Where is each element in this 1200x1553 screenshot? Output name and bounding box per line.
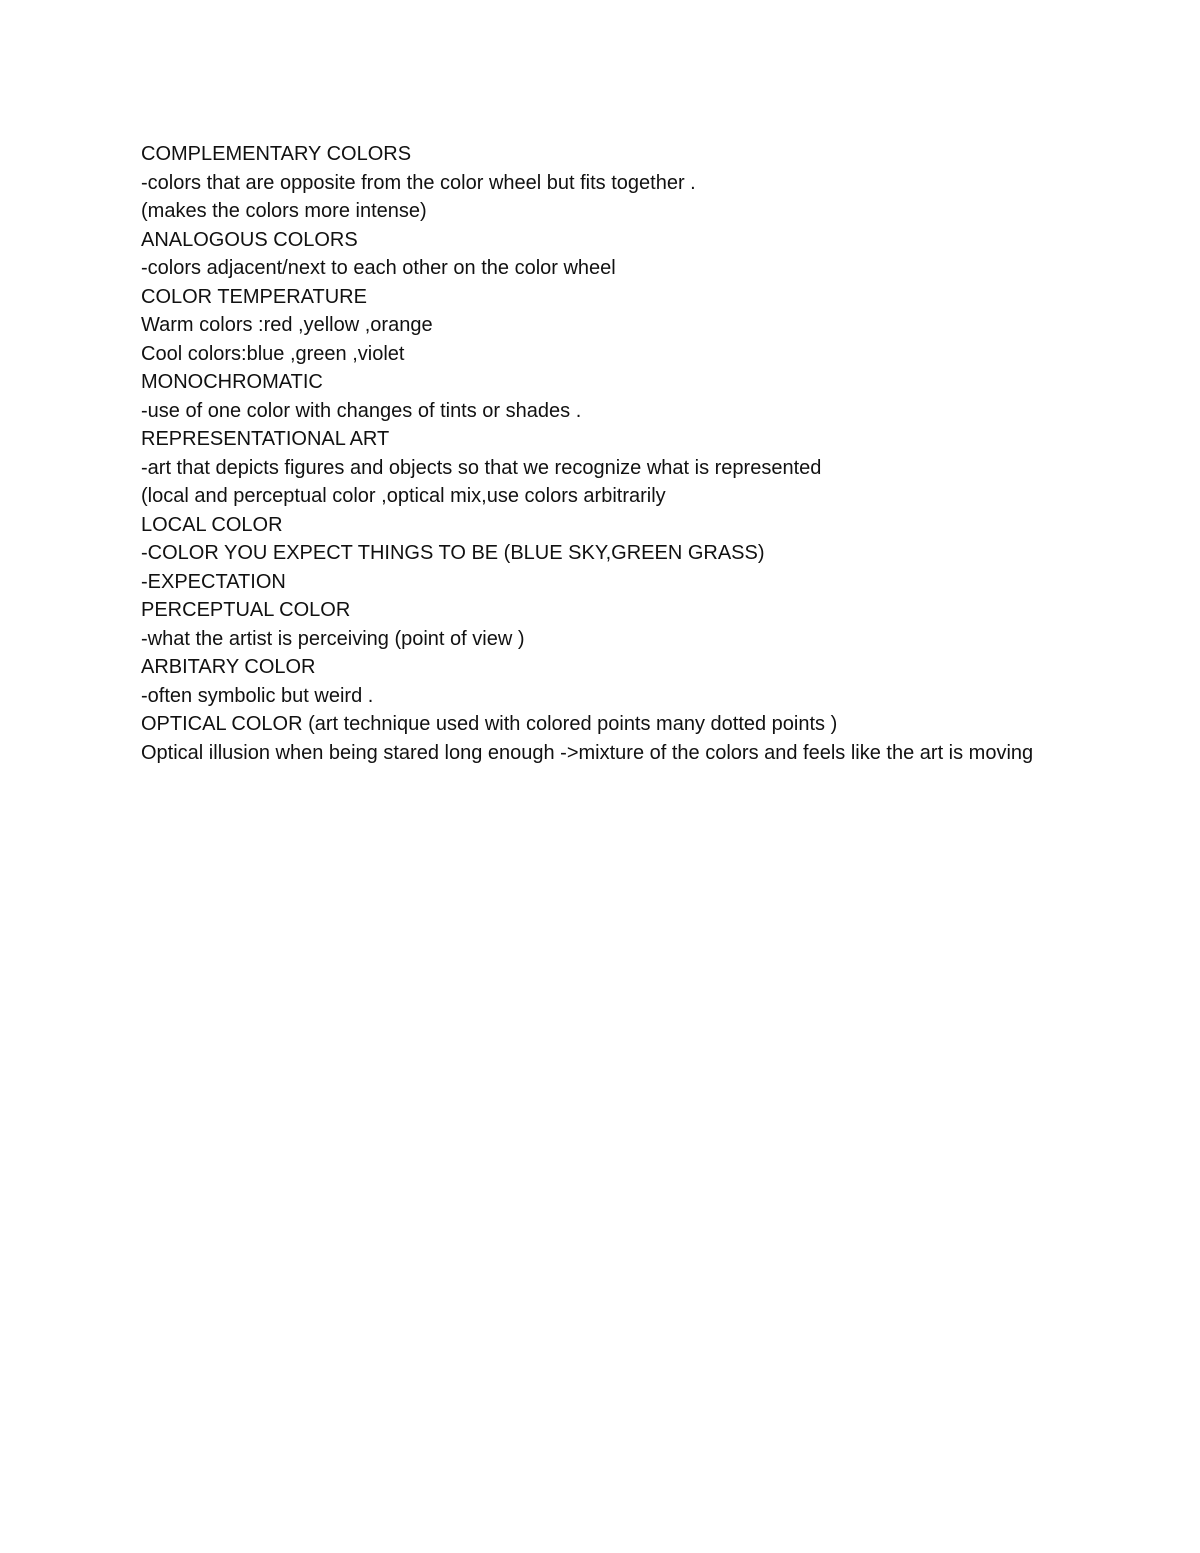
heading-arbitary-color: ARBITARY COLOR	[141, 656, 316, 678]
heading-analogous-colors: ANALOGOUS COLORS	[141, 228, 358, 251]
heading-perceptual-color: PERCEPTUAL COLOR	[141, 599, 351, 621]
text-line: -EXPECTATION	[141, 570, 286, 593]
heading-color-temperature: COLOR TEMPERATURE	[141, 285, 367, 308]
text-line: -what the artist is perceiving (point of view )	[141, 627, 525, 650]
heading-optical-color: OPTICAL COLOR (art technique used with colored points many dotted points )	[141, 713, 838, 735]
document-body	[141, 140, 1061, 767]
heading-monochromatic: MONOCHROMATIC	[141, 371, 323, 393]
text-line: -use of one color with changes of tints or shades .	[141, 399, 582, 422]
text-line: Cool colors:blue ,green ,violet	[141, 342, 405, 365]
text-line: Warm colors :red ,yellow ,orange	[141, 314, 433, 336]
text-line: -colors that are opposite from the color wheel but fits together .	[141, 171, 696, 194]
text-line: -colors adjacent/next to each other on the color wheel	[141, 257, 616, 279]
text-line: -COLOR YOU EXPECT THINGS TO BE (BLUE SKY,GREEN GRASS)	[141, 542, 765, 564]
text-line: (local and perceptual color ,optical mix,use colors arbitrarily	[141, 485, 666, 507]
heading-representational-art: REPRESENTATIONAL ART	[141, 428, 390, 450]
heading-local-color: LOCAL COLOR	[141, 513, 283, 536]
text-line: (makes the colors more intense)	[141, 200, 427, 222]
text-line: -art that depicts figures and objects so that we recognize what is represented	[141, 456, 822, 479]
text-line: -often symbolic but weird .	[141, 684, 374, 707]
text-line: Optical illusion when being stared long enough ->mixture of the colors and feels like the art is moving	[141, 741, 1034, 764]
heading-complementary-colors: COMPLEMENTARY COLORS	[141, 143, 412, 165]
